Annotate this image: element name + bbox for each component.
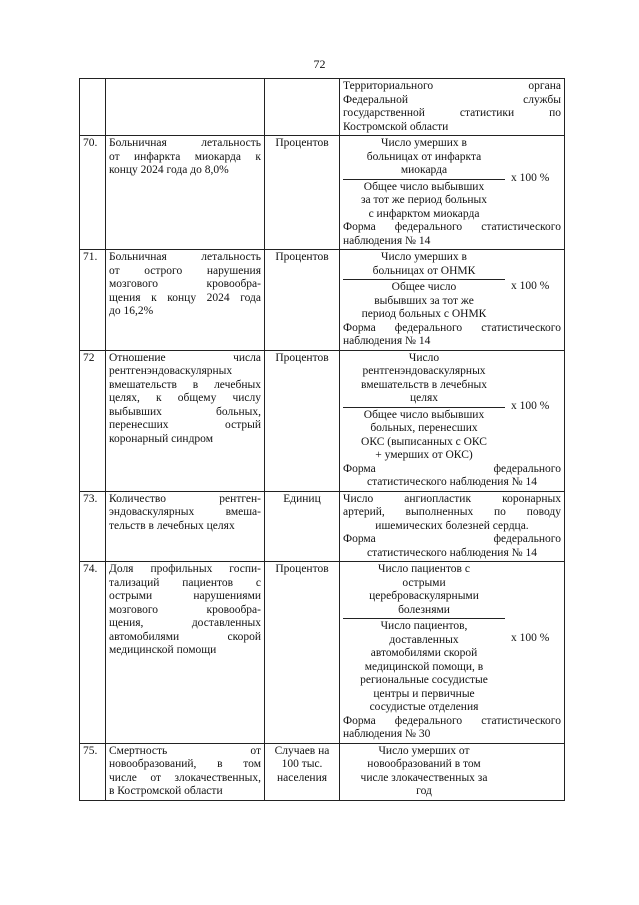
- calculation-method: [340, 562, 565, 744]
- fraction: [343, 352, 505, 463]
- multiplier: x 100 %: [511, 632, 550, 644]
- table-row-74: [80, 562, 565, 744]
- indicator-name: [106, 562, 265, 744]
- indicator-name: [106, 250, 265, 351]
- denominator-line: медицинской помощи, в: [364, 660, 484, 673]
- name-line: Отношение числа: [109, 351, 261, 364]
- name-line: от острого нарушения: [109, 264, 261, 277]
- table-row-73: [80, 491, 565, 562]
- indicator-name: [106, 491, 265, 562]
- fraction: [343, 563, 505, 715]
- formula: [343, 137, 561, 221]
- name-line: концу 2024 года до 8,0%: [109, 164, 229, 176]
- table-row-71: [80, 250, 565, 351]
- row-number: 75.: [80, 743, 106, 800]
- unit-line: Случаев на: [274, 744, 330, 757]
- numerator-line: Число умерших в: [381, 137, 467, 149]
- denominator-line: выбывших за тот же: [374, 294, 474, 307]
- denominator: [343, 280, 505, 322]
- method-text: артерий, выполненных по поводу: [343, 506, 561, 518]
- form-reference: Форма федерального: [343, 533, 561, 545]
- calculation-method: [340, 743, 565, 800]
- fraction: [343, 745, 505, 799]
- denominator: [343, 408, 505, 463]
- denominator-line: Общее число выбывших: [363, 408, 485, 421]
- name-line: выбывших больных,: [109, 405, 261, 418]
- form-reference: Форма федерального статистического: [343, 221, 561, 233]
- page-number: 72: [313, 57, 326, 71]
- denominator-line: с инфарктом миокарда: [368, 207, 480, 220]
- name-line: тализаций пациентов с: [109, 576, 261, 589]
- denominator-line: больных, перенесших: [370, 422, 478, 434]
- numerator: [343, 137, 505, 180]
- table-row-72: [80, 350, 565, 491]
- name-line: от инфаркта миокарда к: [109, 150, 261, 163]
- denominator-line: Общее число: [391, 281, 457, 293]
- numerator-line: целях: [409, 392, 439, 404]
- denominator-line: за тот же период больных: [360, 194, 488, 206]
- row-number: 72: [80, 350, 106, 491]
- name-line: тельств в лечебных целях: [109, 519, 235, 532]
- denominator-line: Число пациентов,: [380, 620, 468, 632]
- fraction: [343, 137, 505, 221]
- cell-method: [340, 79, 565, 136]
- denominator-line: сосудистые отделения: [369, 701, 479, 713]
- denominator-line: центры и первичные: [373, 687, 475, 700]
- name-line: щения, доставленных: [109, 617, 261, 629]
- name-line: Доля профильных госпи-: [109, 563, 261, 575]
- name-line: автомобилями скорой: [109, 630, 261, 643]
- form-reference: Форма федерального статистического: [343, 714, 561, 727]
- numerator-line: Число пациентов с: [378, 563, 470, 575]
- method-text: ишемических болезней сердца.: [375, 519, 529, 532]
- numerator-line: больницах от инфаркта: [366, 150, 482, 163]
- indicator-name: [106, 136, 265, 250]
- numerator: [343, 563, 505, 619]
- name-line: коронарный синдром: [109, 432, 213, 445]
- method-text: Число ангиопластик коронарных: [343, 492, 561, 505]
- name-line: перенесших острый: [109, 419, 261, 431]
- indicators-table: [79, 78, 565, 801]
- denominator-line: + умерших от ОКС): [375, 449, 473, 461]
- name-line: эндоваскулярных вмеша-: [109, 506, 261, 518]
- unit-line: 100 тыс.: [281, 758, 323, 770]
- numerator-line: год: [416, 785, 432, 797]
- name-line: рентгенэндоваскулярных: [109, 365, 233, 377]
- unit: [265, 743, 340, 800]
- numerator-line: миокарда: [400, 164, 448, 176]
- denominator-line: региональные сосудистые: [360, 674, 488, 686]
- calculation-method: [340, 250, 565, 351]
- numerator-line: Число умерших в: [381, 251, 467, 263]
- name-line: мозгового кровообра-: [109, 603, 261, 616]
- form-reference: наблюдения № 30: [343, 728, 431, 740]
- name-line: целях, к общему числу: [109, 392, 261, 404]
- indicator-name: [106, 350, 265, 491]
- formula: [343, 563, 561, 715]
- name-line: вмешательств в лечебных: [109, 378, 261, 391]
- name-line: Смертность от: [109, 744, 261, 757]
- indicator-name: [106, 743, 265, 800]
- continuation-line: Федеральной службы: [343, 93, 561, 106]
- unit: Процентов: [265, 136, 340, 250]
- name-line: Больничная летальность: [109, 137, 261, 149]
- name-line: Больничная летальность: [109, 251, 261, 263]
- table-row-continuation: [80, 79, 565, 136]
- formula: [343, 251, 561, 322]
- numerator-line: острыми: [402, 576, 446, 589]
- multiplier: x 100 %: [511, 279, 550, 292]
- calculation-method: [340, 350, 565, 491]
- calculation-method: [340, 136, 565, 250]
- denominator-line: ОКС (выписанных с ОКС: [361, 435, 487, 448]
- continuation-line: государственной статистики по: [343, 107, 561, 119]
- denominator-line: Общее число выбывших: [363, 180, 485, 193]
- multiplier: x 100 %: [511, 400, 550, 413]
- row-number: 73.: [80, 491, 106, 562]
- unit: Процентов: [265, 350, 340, 491]
- numerator-line: числе злокачественных за: [360, 771, 488, 784]
- calculation-method: [340, 491, 565, 562]
- table-row-75: [80, 743, 565, 800]
- numerator-line: болезнями: [398, 603, 450, 616]
- form-reference: Форма федерального: [343, 462, 561, 475]
- denominator: [343, 619, 505, 715]
- form-reference: статистического наблюдения № 14: [367, 476, 537, 488]
- denominator: [343, 180, 505, 222]
- numerator-line: рентгенэндоваскулярных: [362, 365, 486, 377]
- row-number: 71.: [80, 250, 106, 351]
- name-line: Количество рентген-: [109, 492, 261, 505]
- fraction: [343, 251, 505, 322]
- numerator: [343, 352, 505, 408]
- name-line: щения к концу 2024 года: [109, 291, 261, 304]
- cell-num: [80, 79, 106, 136]
- name-line: медицинской помощи: [109, 644, 217, 656]
- cell-unit: [265, 79, 340, 136]
- unit: Единиц: [265, 491, 340, 562]
- form-reference: статистического наблюдения № 14: [367, 546, 537, 559]
- continuation-line: Костромской области: [343, 120, 449, 133]
- denominator-line: автомобилями скорой: [370, 647, 478, 659]
- denominator-line: доставленных: [389, 633, 459, 646]
- numerator-line: больницах от ОНМК: [372, 264, 476, 277]
- unit: Процентов: [265, 562, 340, 744]
- denominator-line: период больных с ОНМК: [361, 308, 487, 320]
- numerator-line: новообразований в том: [367, 758, 481, 770]
- numerator: [343, 251, 505, 280]
- table-row-70: [80, 136, 565, 250]
- cell-name: [106, 79, 265, 136]
- form-reference: наблюдения № 14: [343, 234, 431, 247]
- numerator-line: Число: [408, 351, 440, 364]
- form-reference: Форма федерального статистического: [343, 321, 561, 334]
- formula: [343, 352, 561, 463]
- name-line: в Костромской области: [109, 785, 223, 797]
- name-line: до 16,2%: [109, 305, 154, 317]
- name-line: числе от злокачественных,: [109, 771, 261, 784]
- row-number: 70.: [80, 136, 106, 250]
- form-reference: наблюдения № 14: [343, 335, 431, 347]
- unit: Процентов: [265, 250, 340, 351]
- numerator-line: цереброваскулярными: [369, 590, 479, 602]
- name-line: мозгового кровообра-: [109, 278, 261, 290]
- row-number: 74.: [80, 562, 106, 744]
- multiplier: x 100 %: [511, 172, 550, 185]
- unit-line: населения: [276, 771, 328, 784]
- numerator: [343, 745, 505, 799]
- continuation-line: Территориального органа: [343, 80, 561, 92]
- name-line: новообразований, в том: [109, 758, 261, 770]
- name-line: острыми нарушениями: [109, 590, 261, 602]
- numerator-line: вмешательств в лечебных: [360, 378, 488, 391]
- numerator-line: Число умерших от: [378, 744, 470, 757]
